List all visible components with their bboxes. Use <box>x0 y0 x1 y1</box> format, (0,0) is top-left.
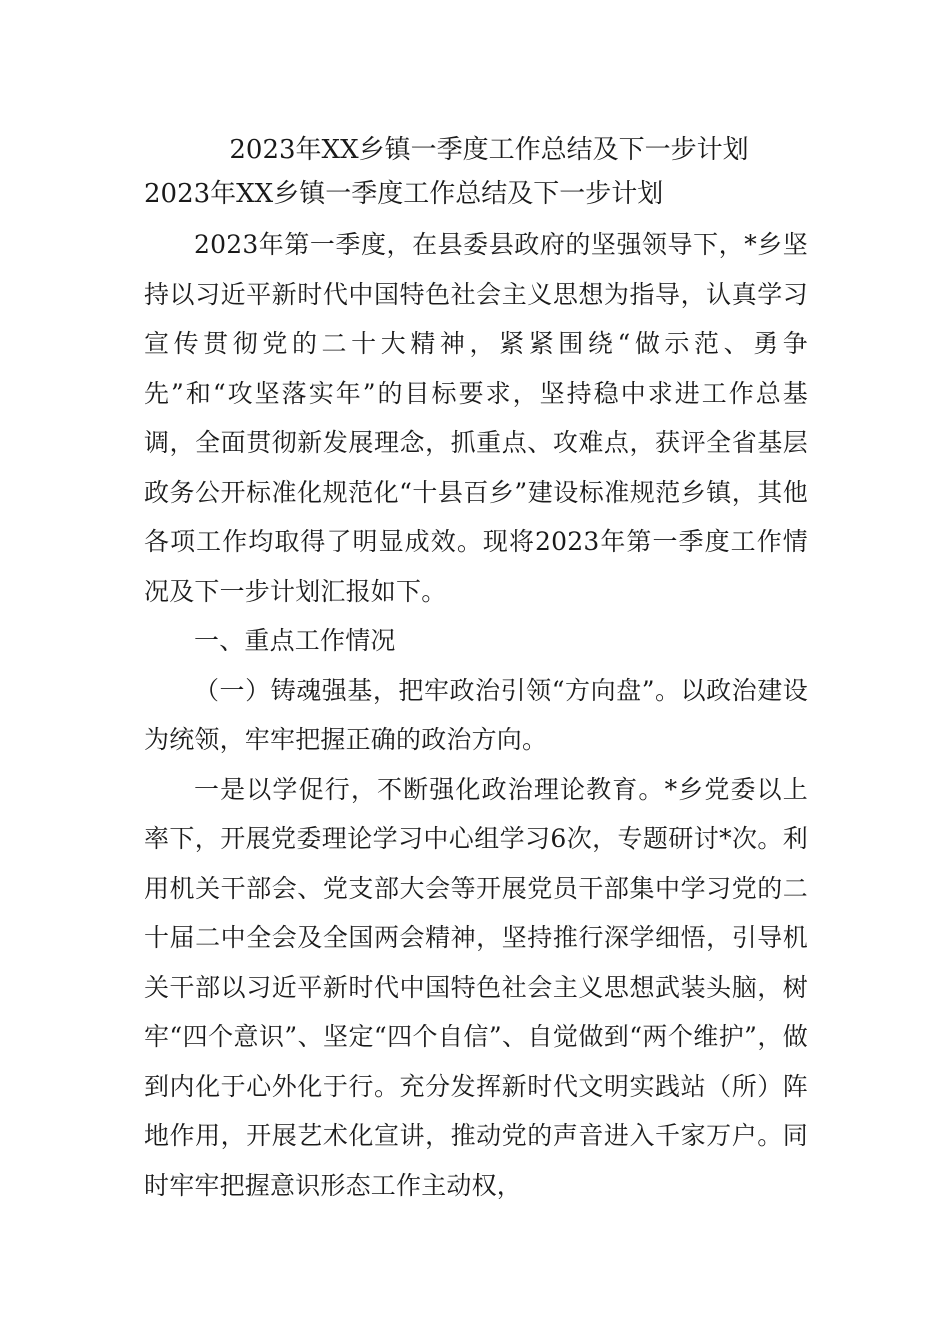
document-subtitle: 2023年XX乡镇一季度工作总结及下一步计划 <box>144 179 664 209</box>
document-title: 2023年XX乡镇一季度工作总结及下一步计划 <box>229 135 749 165</box>
section-heading: 一、重点工作情况 <box>194 626 396 655</box>
document-body <box>144 128 808 1210</box>
body-paragraph: 一是以学促行，不断强化政治理论教育。*乡党委以上率下，开展党委理论学习中心组学习6次，专题研讨*次。利用机关干部会、党支部大会等开展党员干部集中学习党的二十届二中全会及全国两会精神，坚持推行深学细悟，引导机关干部以习近平新时代中国特色社会主义思想武装头脑，树牢“四个意识”、坚定“四个自信”、自觉做到“两个维护”，做到内化于心外化于行。充分发挥新时代文明实践站（所）阵地作用，开展艺术化宣讲，推动党的声音进入千家万户。同时牢牢把握意识形态工作主动权， <box>144 774 808 1200</box>
intro-paragraph: 2023年第一季度，在县委县政府的坚强领导下，*乡坚持以习近平新时代中国特色社会主义思想为指导，认真学习宣传贯彻党的二十大精神，紧紧围绕“做示范、勇争先”和“攻坚落实年”的目标要求，坚持稳中求进工作总基调，全面贯彻新发展理念，抓重点、攻难点，获评全省基层政务公开标准化规范化“十县百乡”建设标准规范乡镇，其他各项工作均取得了明显成效。现将2023年第一季度工作情况及下一步计划汇报如下。 <box>144 230 808 606</box>
subsection-paragraph: （一）铸魂强基，把牢政治引领“方向盘”。以政治建设为统领，牢牢把握正确的政治方向。 <box>144 675 808 754</box>
